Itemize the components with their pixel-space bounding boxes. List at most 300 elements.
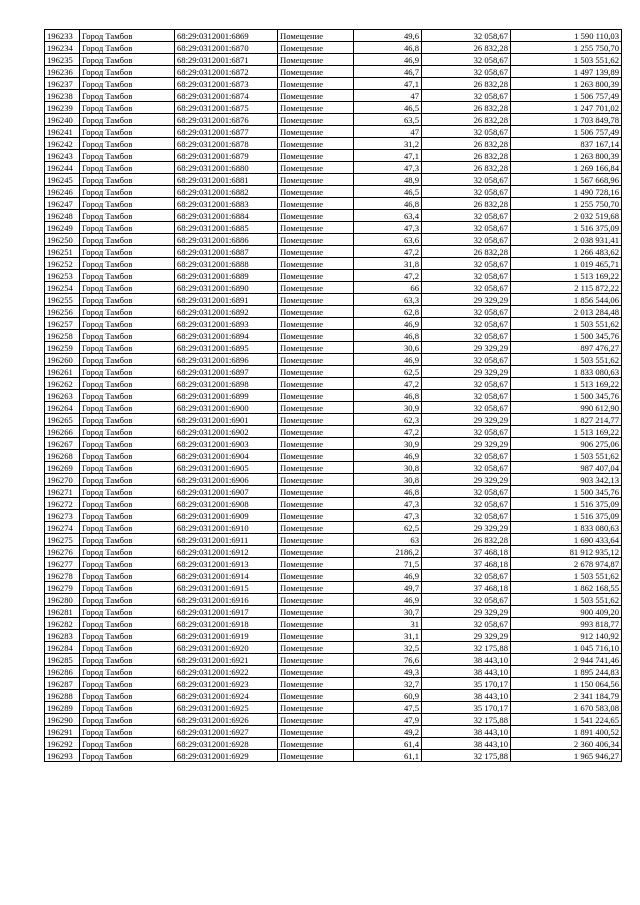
cadastral-number-cell: 68:29:0312001:6901 [175, 414, 278, 426]
object-type-cell: Помещение [278, 558, 354, 570]
row-number-cell: 196281 [45, 606, 80, 618]
table-row [45, 486, 622, 498]
city-cell: Город Тамбов [80, 114, 175, 126]
table-row [45, 162, 622, 174]
cadastral-number-cell: 68:29:0312001:6920 [175, 642, 278, 654]
unit-value-cell: 32 175,88 [422, 750, 511, 762]
cadastral-value-cell: 1 503 551,62 [511, 450, 622, 462]
city-cell: Город Тамбов [80, 534, 175, 546]
unit-value-cell: 32 058,67 [422, 318, 511, 330]
city-cell: Город Тамбов [80, 642, 175, 654]
object-type-cell: Помещение [278, 114, 354, 126]
cadastral-number-cell: 68:29:0312001:6914 [175, 570, 278, 582]
city-cell: Город Тамбов [80, 30, 175, 42]
row-number-cell: 196273 [45, 510, 80, 522]
cadastral-value-cell: 1 513 169,22 [511, 270, 622, 282]
cadastral-number-cell: 68:29:0312001:6916 [175, 594, 278, 606]
area-cell: 47,1 [354, 150, 422, 162]
city-cell: Город Тамбов [80, 558, 175, 570]
row-number-cell: 196249 [45, 222, 80, 234]
city-cell: Город Тамбов [80, 522, 175, 534]
table-row [45, 270, 622, 282]
area-cell: 46,8 [354, 486, 422, 498]
table-row [45, 618, 622, 630]
unit-value-cell: 37 468,18 [422, 546, 511, 558]
object-type-cell: Помещение [278, 222, 354, 234]
city-cell: Город Тамбов [80, 570, 175, 582]
object-type-cell: Помещение [278, 426, 354, 438]
unit-value-cell: 29 329,29 [422, 294, 511, 306]
unit-value-cell: 32 058,67 [422, 378, 511, 390]
cadastral-value-cell: 837 167,14 [511, 138, 622, 150]
area-cell: 46,8 [354, 390, 422, 402]
cadastral-value-cell: 1 895 244,83 [511, 666, 622, 678]
cadastral-value-cell: 1 513 169,22 [511, 378, 622, 390]
city-cell: Город Тамбов [80, 186, 175, 198]
object-type-cell: Помещение [278, 606, 354, 618]
unit-value-cell: 37 468,18 [422, 582, 511, 594]
row-number-cell: 196239 [45, 102, 80, 114]
object-type-cell: Помещение [278, 282, 354, 294]
unit-value-cell: 29 329,29 [422, 366, 511, 378]
unit-value-cell: 38 443,10 [422, 654, 511, 666]
row-number-cell: 196272 [45, 498, 80, 510]
table-row [45, 210, 622, 222]
cadastral-number-cell: 68:29:0312001:6895 [175, 342, 278, 354]
cadastral-value-cell: 2 360 406,34 [511, 738, 622, 750]
city-cell: Город Тамбов [80, 678, 175, 690]
row-number-cell: 196247 [45, 198, 80, 210]
unit-value-cell: 26 832,28 [422, 138, 511, 150]
table-row [45, 42, 622, 54]
area-cell: 46,8 [354, 42, 422, 54]
cadastral-number-cell: 68:29:0312001:6898 [175, 378, 278, 390]
unit-value-cell: 26 832,28 [422, 42, 511, 54]
row-number-cell: 196236 [45, 66, 80, 78]
row-number-cell: 196254 [45, 282, 80, 294]
object-type-cell: Помещение [278, 66, 354, 78]
table-row [45, 606, 622, 618]
area-cell: 32,7 [354, 678, 422, 690]
object-type-cell: Помещение [278, 402, 354, 414]
table-row [45, 678, 622, 690]
object-type-cell: Помещение [278, 522, 354, 534]
cadastral-value-cell: 2 115 872,22 [511, 282, 622, 294]
row-number-cell: 196261 [45, 366, 80, 378]
area-cell: 31 [354, 618, 422, 630]
city-cell: Город Тамбов [80, 126, 175, 138]
row-number-cell: 196241 [45, 126, 80, 138]
object-type-cell: Помещение [278, 690, 354, 702]
unit-value-cell: 32 058,67 [422, 210, 511, 222]
table-row [45, 390, 622, 402]
table-row [45, 102, 622, 114]
unit-value-cell: 26 832,28 [422, 534, 511, 546]
city-cell: Город Тамбов [80, 390, 175, 402]
table-row [45, 234, 622, 246]
area-cell: 62,8 [354, 306, 422, 318]
unit-value-cell: 26 832,28 [422, 198, 511, 210]
city-cell: Город Тамбов [80, 54, 175, 66]
cadastral-number-cell: 68:29:0312001:6888 [175, 258, 278, 270]
cadastral-number-cell: 68:29:0312001:6879 [175, 150, 278, 162]
cadastral-value-cell: 1 500 345,76 [511, 486, 622, 498]
area-cell: 46,9 [354, 594, 422, 606]
area-cell: 30,7 [354, 606, 422, 618]
unit-value-cell: 26 832,28 [422, 162, 511, 174]
cadastral-value-cell: 906 275,06 [511, 438, 622, 450]
table-row [45, 750, 622, 762]
table-row [45, 186, 622, 198]
cadastral-value-cell: 2 038 931,41 [511, 234, 622, 246]
object-type-cell: Помещение [278, 138, 354, 150]
object-type-cell: Помещение [278, 42, 354, 54]
cadastral-number-cell: 68:29:0312001:6871 [175, 54, 278, 66]
row-number-cell: 196246 [45, 186, 80, 198]
cadastral-number-cell: 68:29:0312001:6880 [175, 162, 278, 174]
city-cell: Город Тамбов [80, 474, 175, 486]
cadastral-number-cell: 68:29:0312001:6924 [175, 690, 278, 702]
cadastral-value-cell: 1 856 544,06 [511, 294, 622, 306]
city-cell: Город Тамбов [80, 150, 175, 162]
object-type-cell: Помещение [278, 126, 354, 138]
object-type-cell: Помещение [278, 54, 354, 66]
city-cell: Город Тамбов [80, 42, 175, 54]
row-number-cell: 196271 [45, 486, 80, 498]
unit-value-cell: 35 170,17 [422, 702, 511, 714]
object-type-cell: Помещение [278, 630, 354, 642]
object-type-cell: Помещение [278, 534, 354, 546]
table-row [45, 726, 622, 738]
area-cell: 47 [354, 126, 422, 138]
unit-value-cell: 38 443,10 [422, 690, 511, 702]
object-type-cell: Помещение [278, 318, 354, 330]
city-cell: Город Тамбов [80, 450, 175, 462]
cadastral-number-cell: 68:29:0312001:6890 [175, 282, 278, 294]
city-cell: Город Тамбов [80, 498, 175, 510]
area-cell: 30,8 [354, 462, 422, 474]
area-cell: 31,8 [354, 258, 422, 270]
cadastral-value-cell: 1 503 551,62 [511, 318, 622, 330]
area-cell: 46,9 [354, 354, 422, 366]
cadastral-number-cell: 68:29:0312001:6911 [175, 534, 278, 546]
object-type-cell: Помещение [278, 234, 354, 246]
cadastral-value-cell: 2 032 519,68 [511, 210, 622, 222]
table-row [45, 582, 622, 594]
unit-value-cell: 32 058,67 [422, 498, 511, 510]
object-type-cell: Помещение [278, 546, 354, 558]
cadastral-number-cell: 68:29:0312001:6892 [175, 306, 278, 318]
city-cell: Город Тамбов [80, 294, 175, 306]
row-number-cell: 196280 [45, 594, 80, 606]
cadastral-number-cell: 68:29:0312001:6921 [175, 654, 278, 666]
table-row [45, 294, 622, 306]
object-type-cell: Помещение [278, 510, 354, 522]
object-type-cell: Помещение [278, 102, 354, 114]
area-cell: 61,4 [354, 738, 422, 750]
cadastral-value-cell: 1 490 728,16 [511, 186, 622, 198]
cadastral-number-cell: 68:29:0312001:6883 [175, 198, 278, 210]
cadastral-value-cell: 1 703 849,78 [511, 114, 622, 126]
city-cell: Город Тамбов [80, 630, 175, 642]
unit-value-cell: 32 058,67 [422, 462, 511, 474]
unit-value-cell: 37 468,18 [422, 558, 511, 570]
row-number-cell: 196292 [45, 738, 80, 750]
table-row [45, 306, 622, 318]
row-number-cell: 196240 [45, 114, 80, 126]
table-row [45, 690, 622, 702]
area-cell: 66 [354, 282, 422, 294]
area-cell: 30,8 [354, 474, 422, 486]
table-row [45, 174, 622, 186]
cadastral-number-cell: 68:29:0312001:6900 [175, 402, 278, 414]
table-body [45, 30, 622, 762]
table-row [45, 462, 622, 474]
cadastral-number-cell: 68:29:0312001:6927 [175, 726, 278, 738]
cadastral-value-cell: 2 944 741,46 [511, 654, 622, 666]
object-type-cell: Помещение [278, 210, 354, 222]
table-row [45, 402, 622, 414]
unit-value-cell: 29 329,29 [422, 414, 511, 426]
city-cell: Город Тамбов [80, 654, 175, 666]
unit-value-cell: 29 329,29 [422, 474, 511, 486]
cadastral-value-cell: 990 612,90 [511, 402, 622, 414]
table-row [45, 654, 622, 666]
row-number-cell: 196266 [45, 426, 80, 438]
city-cell: Город Тамбов [80, 90, 175, 102]
object-type-cell: Помещение [278, 462, 354, 474]
object-type-cell: Помещение [278, 678, 354, 690]
cadastral-value-table [44, 29, 621, 762]
row-number-cell: 196250 [45, 234, 80, 246]
city-cell: Город Тамбов [80, 210, 175, 222]
object-type-cell: Помещение [278, 162, 354, 174]
city-cell: Город Тамбов [80, 402, 175, 414]
cadastral-value-cell: 1 833 080,63 [511, 522, 622, 534]
object-type-cell: Помещение [278, 750, 354, 762]
object-type-cell: Помещение [278, 330, 354, 342]
object-type-cell: Помещение [278, 618, 354, 630]
city-cell: Город Тамбов [80, 690, 175, 702]
table-row [45, 642, 622, 654]
cadastral-value-cell: 1 516 375,09 [511, 222, 622, 234]
row-number-cell: 196268 [45, 450, 80, 462]
cadastral-number-cell: 68:29:0312001:6887 [175, 246, 278, 258]
unit-value-cell: 29 329,29 [422, 606, 511, 618]
unit-value-cell: 29 329,29 [422, 522, 511, 534]
row-number-cell: 196242 [45, 138, 80, 150]
cadastral-number-cell: 68:29:0312001:6882 [175, 186, 278, 198]
cadastral-value-cell: 1 506 757,49 [511, 126, 622, 138]
row-number-cell: 196293 [45, 750, 80, 762]
object-type-cell: Помещение [278, 414, 354, 426]
object-type-cell: Помещение [278, 342, 354, 354]
area-cell: 63 [354, 534, 422, 546]
city-cell: Город Тамбов [80, 306, 175, 318]
table-row [45, 354, 622, 366]
area-cell: 46,9 [354, 318, 422, 330]
city-cell: Город Тамбов [80, 138, 175, 150]
area-cell: 47,3 [354, 498, 422, 510]
unit-value-cell: 32 058,67 [422, 282, 511, 294]
row-number-cell: 196283 [45, 630, 80, 642]
cadastral-value-cell: 1 516 375,09 [511, 510, 622, 522]
table-row [45, 78, 622, 90]
table-row [45, 558, 622, 570]
area-cell: 46,8 [354, 198, 422, 210]
area-cell: 63,5 [354, 114, 422, 126]
area-cell: 71,5 [354, 558, 422, 570]
cadastral-number-cell: 68:29:0312001:6884 [175, 210, 278, 222]
city-cell: Город Тамбов [80, 666, 175, 678]
area-cell: 62,5 [354, 522, 422, 534]
cadastral-value-cell: 900 409,20 [511, 606, 622, 618]
cadastral-value-cell: 1 503 551,62 [511, 354, 622, 366]
city-cell: Город Тамбов [80, 738, 175, 750]
table-row [45, 318, 622, 330]
area-cell: 46,9 [354, 570, 422, 582]
cadastral-number-cell: 68:29:0312001:6885 [175, 222, 278, 234]
unit-value-cell: 26 832,28 [422, 150, 511, 162]
area-cell: 63,4 [354, 210, 422, 222]
cadastral-number-cell: 68:29:0312001:6875 [175, 102, 278, 114]
row-number-cell: 196286 [45, 666, 80, 678]
city-cell: Город Тамбов [80, 162, 175, 174]
city-cell: Город Тамбов [80, 606, 175, 618]
city-cell: Город Тамбов [80, 354, 175, 366]
cadastral-number-cell: 68:29:0312001:6910 [175, 522, 278, 534]
row-number-cell: 196245 [45, 174, 80, 186]
city-cell: Город Тамбов [80, 702, 175, 714]
object-type-cell: Помещение [278, 642, 354, 654]
row-number-cell: 196260 [45, 354, 80, 366]
object-type-cell: Помещение [278, 366, 354, 378]
cadastral-value-cell: 1 827 214,77 [511, 414, 622, 426]
unit-value-cell: 32 175,88 [422, 714, 511, 726]
cadastral-number-cell: 68:29:0312001:6917 [175, 606, 278, 618]
unit-value-cell: 32 058,67 [422, 354, 511, 366]
unit-value-cell: 32 058,67 [422, 510, 511, 522]
unit-value-cell: 32 175,88 [422, 642, 511, 654]
area-cell: 46,7 [354, 66, 422, 78]
table-row [45, 666, 622, 678]
table-row [45, 426, 622, 438]
row-number-cell: 196289 [45, 702, 80, 714]
row-number-cell: 196269 [45, 462, 80, 474]
city-cell: Город Тамбов [80, 258, 175, 270]
row-number-cell: 196279 [45, 582, 80, 594]
row-number-cell: 196248 [45, 210, 80, 222]
cadastral-value-cell: 1 266 483,62 [511, 246, 622, 258]
table-row [45, 738, 622, 750]
cadastral-value-cell: 1 513 169,22 [511, 426, 622, 438]
area-cell: 47,1 [354, 78, 422, 90]
row-number-cell: 196252 [45, 258, 80, 270]
row-number-cell: 196276 [45, 546, 80, 558]
object-type-cell: Помещение [278, 666, 354, 678]
city-cell: Город Тамбов [80, 618, 175, 630]
cadastral-value-cell: 2 678 974,87 [511, 558, 622, 570]
city-cell: Город Тамбов [80, 246, 175, 258]
city-cell: Город Тамбов [80, 318, 175, 330]
table-row [45, 438, 622, 450]
data-table [44, 29, 622, 762]
cadastral-value-cell: 1 503 551,62 [511, 54, 622, 66]
city-cell: Город Тамбов [80, 486, 175, 498]
cadastral-number-cell: 68:29:0312001:6922 [175, 666, 278, 678]
row-number-cell: 196259 [45, 342, 80, 354]
cadastral-number-cell: 68:29:0312001:6874 [175, 90, 278, 102]
unit-value-cell: 26 832,28 [422, 246, 511, 258]
city-cell: Город Тамбов [80, 726, 175, 738]
table-row [45, 450, 622, 462]
unit-value-cell: 32 058,67 [422, 66, 511, 78]
table-row [45, 378, 622, 390]
area-cell: 62,3 [354, 414, 422, 426]
row-number-cell: 196251 [45, 246, 80, 258]
row-number-cell: 196278 [45, 570, 80, 582]
cadastral-number-cell: 68:29:0312001:6873 [175, 78, 278, 90]
cadastral-number-cell: 68:29:0312001:6908 [175, 498, 278, 510]
object-type-cell: Помещение [278, 90, 354, 102]
city-cell: Город Тамбов [80, 546, 175, 558]
unit-value-cell: 32 058,67 [422, 174, 511, 186]
object-type-cell: Помещение [278, 78, 354, 90]
table-row [45, 570, 622, 582]
cadastral-value-cell: 81 912 935,12 [511, 546, 622, 558]
unit-value-cell: 26 832,28 [422, 78, 511, 90]
row-number-cell: 196233 [45, 30, 80, 42]
cadastral-value-cell: 912 140,92 [511, 630, 622, 642]
object-type-cell: Помещение [278, 726, 354, 738]
cadastral-value-cell: 1 965 946,27 [511, 750, 622, 762]
table-row [45, 594, 622, 606]
cadastral-value-cell: 987 407,04 [511, 462, 622, 474]
table-row [45, 138, 622, 150]
table-row [45, 246, 622, 258]
area-cell: 47,9 [354, 714, 422, 726]
table-row [45, 510, 622, 522]
row-number-cell: 196257 [45, 318, 80, 330]
city-cell: Город Тамбов [80, 582, 175, 594]
unit-value-cell: 32 058,67 [422, 54, 511, 66]
cadastral-value-cell: 897 476,27 [511, 342, 622, 354]
table-row [45, 258, 622, 270]
cadastral-number-cell: 68:29:0312001:6894 [175, 330, 278, 342]
cadastral-number-cell: 68:29:0312001:6928 [175, 738, 278, 750]
cadastral-value-cell: 1 541 224,65 [511, 714, 622, 726]
row-number-cell: 196235 [45, 54, 80, 66]
unit-value-cell: 29 329,29 [422, 342, 511, 354]
city-cell: Город Тамбов [80, 282, 175, 294]
unit-value-cell: 38 443,10 [422, 666, 511, 678]
row-number-cell: 196290 [45, 714, 80, 726]
area-cell: 60,9 [354, 690, 422, 702]
area-cell: 76,6 [354, 654, 422, 666]
table-row [45, 330, 622, 342]
table-row [45, 114, 622, 126]
unit-value-cell: 32 058,67 [422, 234, 511, 246]
unit-value-cell: 32 058,67 [422, 186, 511, 198]
table-row [45, 366, 622, 378]
unit-value-cell: 29 329,29 [422, 630, 511, 642]
city-cell: Город Тамбов [80, 174, 175, 186]
cadastral-number-cell: 68:29:0312001:6886 [175, 234, 278, 246]
area-cell: 47,2 [354, 378, 422, 390]
unit-value-cell: 32 058,67 [422, 426, 511, 438]
row-number-cell: 196256 [45, 306, 80, 318]
table-row [45, 282, 622, 294]
